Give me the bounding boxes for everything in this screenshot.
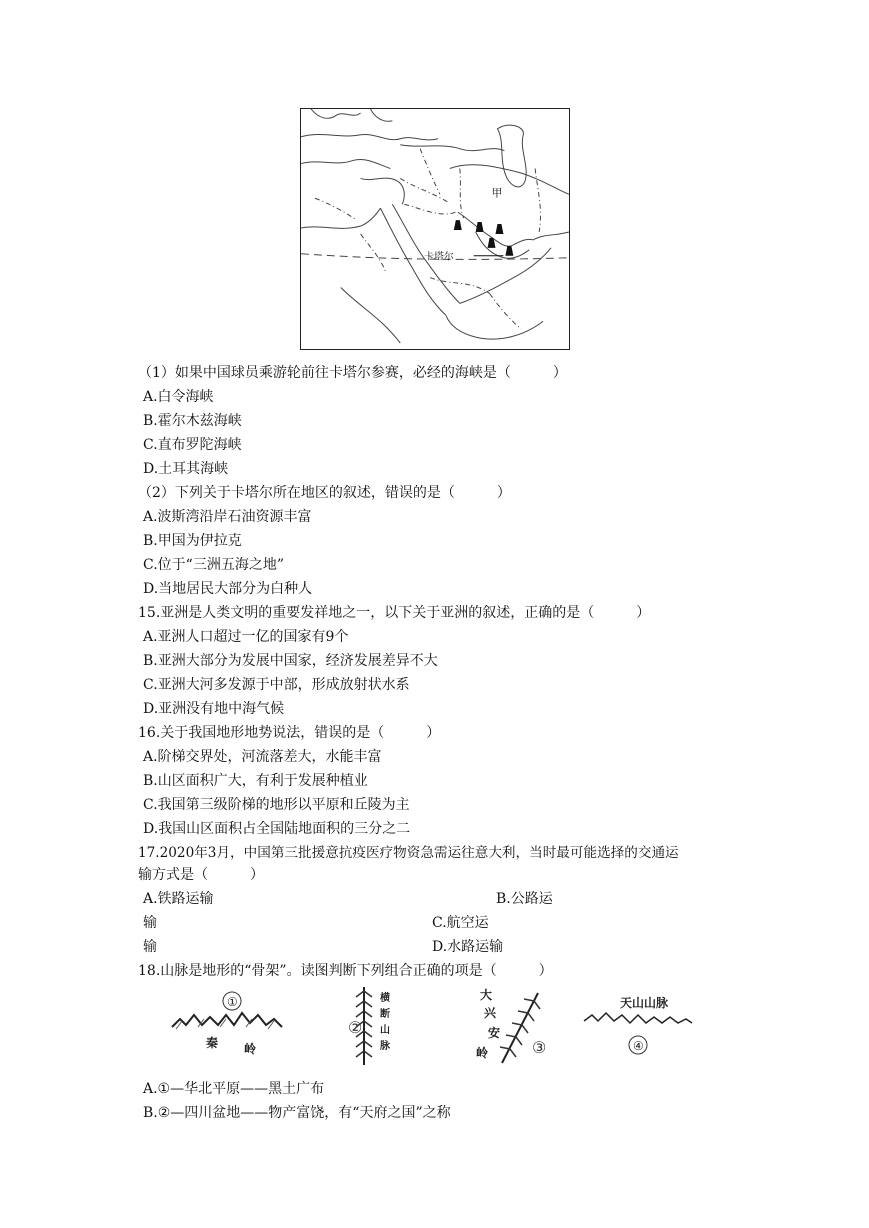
q14-sub2-option-b: B.甲国为伊拉克 <box>143 533 242 549</box>
m3-char-3: 安 <box>488 1026 501 1040</box>
q17-option-d: D.水路运输 <box>432 939 504 955</box>
m1-char-2: 岭 <box>244 1042 257 1056</box>
q15-option-d: D.亚洲没有地中海气候 <box>143 701 285 717</box>
mountain-figure-1 <box>168 985 292 1065</box>
q16-option-b: B.山区面积广大，有利于发展种植业 <box>143 773 368 789</box>
m2-number: ② <box>348 1018 363 1037</box>
m3-number: ③ <box>532 1038 547 1057</box>
q17-option-c: C.航空运 <box>432 915 489 931</box>
q14-sub1-stem: （1）如果中国球员乘游轮前往卡塔尔参赛，必经的海峡是（ ） <box>138 365 567 381</box>
mountain-figure-2 <box>340 985 410 1065</box>
q14-sub1-option-d: D.土耳其海峡 <box>143 461 229 477</box>
q14-sub2-option-c: C.位于“三洲五海之地” <box>143 557 284 573</box>
map-label-jia: 甲 <box>491 186 503 200</box>
q17-stem-line1: 17.2020年3月，中国第三批援意抗疫医疗物资急需运往意大利，当时最可能选择的交通运 <box>138 845 679 861</box>
map-label-qatar: 卡塔尔 <box>424 251 454 263</box>
q18-stem: 18.山脉是地形的“骨架”。读图判断下列组合正确的项是（ ） <box>138 963 553 979</box>
q17-option-b: B.公路运 <box>496 891 553 907</box>
q17-option-c-cont: 输 <box>143 939 157 955</box>
m2-char-1: 横 <box>380 993 390 1004</box>
q18-option-b: B.②—四川盆地——物产富饶，有“天府之国”之称 <box>143 1105 451 1121</box>
m1-number: ① <box>227 995 238 1009</box>
q15-stem: 15.亚洲是人类文明的重要发祥地之一，以下关于亚洲的叙述，正确的是（ ） <box>138 605 651 621</box>
q16-option-a: A.阶梯交界处，河流落差大，水能丰富 <box>143 749 382 765</box>
m2-char-4: 脉 <box>380 1041 390 1052</box>
stadium-markers <box>454 220 514 256</box>
q14-sub2-option-d: D.当地居民大部分为白种人 <box>143 581 313 597</box>
m4-label: 天山山脉 <box>620 996 669 1010</box>
m4-number: ④ <box>633 1039 644 1053</box>
map-drawing <box>301 109 569 349</box>
mountain-figure-3 <box>472 985 552 1065</box>
q17-stem-line2: 输方式是（ ） <box>138 867 264 883</box>
q15-option-a: A.亚洲人口超过一亿的国家有9个 <box>143 629 349 645</box>
q17-option-b-cont: 输 <box>143 915 157 931</box>
m2-char-3: 山 <box>380 1025 390 1036</box>
q14-sub2-option-a: A.波斯湾沿岸石油资源丰富 <box>143 509 312 525</box>
middle-east-map <box>300 108 570 350</box>
q15-option-b: B.亚洲大部分为发展中国家，经济发展差异不大 <box>143 653 438 669</box>
mountain-figure-4 <box>580 985 696 1065</box>
q16-option-d: D.我国山区面积占全国陆地面积的三分之二 <box>143 821 411 837</box>
q18-option-a: A.①—华北平原——黑土广布 <box>143 1081 325 1097</box>
q17-option-a: A.铁路运输 <box>143 891 214 907</box>
q14-sub1-option-b: B.霍尔木兹海峡 <box>143 413 242 429</box>
m3-char-2: 兴 <box>484 1006 497 1020</box>
q14-sub2-stem: （2）下列关于卡塔尔所在地区的叙述，错误的是（ ） <box>138 485 511 501</box>
m3-char-1: 大 <box>480 988 493 1002</box>
q14-sub1-option-a: A.白令海峡 <box>143 389 214 405</box>
q16-stem: 16.关于我国地形地势说法，错误的是（ ） <box>138 725 441 741</box>
m2-char-2: 断 <box>380 1009 390 1020</box>
q15-option-c: C.亚洲大河多发源于中部，形成放射状水系 <box>143 677 410 693</box>
m1-char-1: 秦 <box>206 1036 219 1050</box>
q14-sub1-option-c: C.直布罗陀海峡 <box>143 437 242 453</box>
m3-char-4: 岭 <box>476 1046 489 1060</box>
q16-option-c: C.我国第三级阶梯的地形以平原和丘陵为主 <box>143 797 410 813</box>
